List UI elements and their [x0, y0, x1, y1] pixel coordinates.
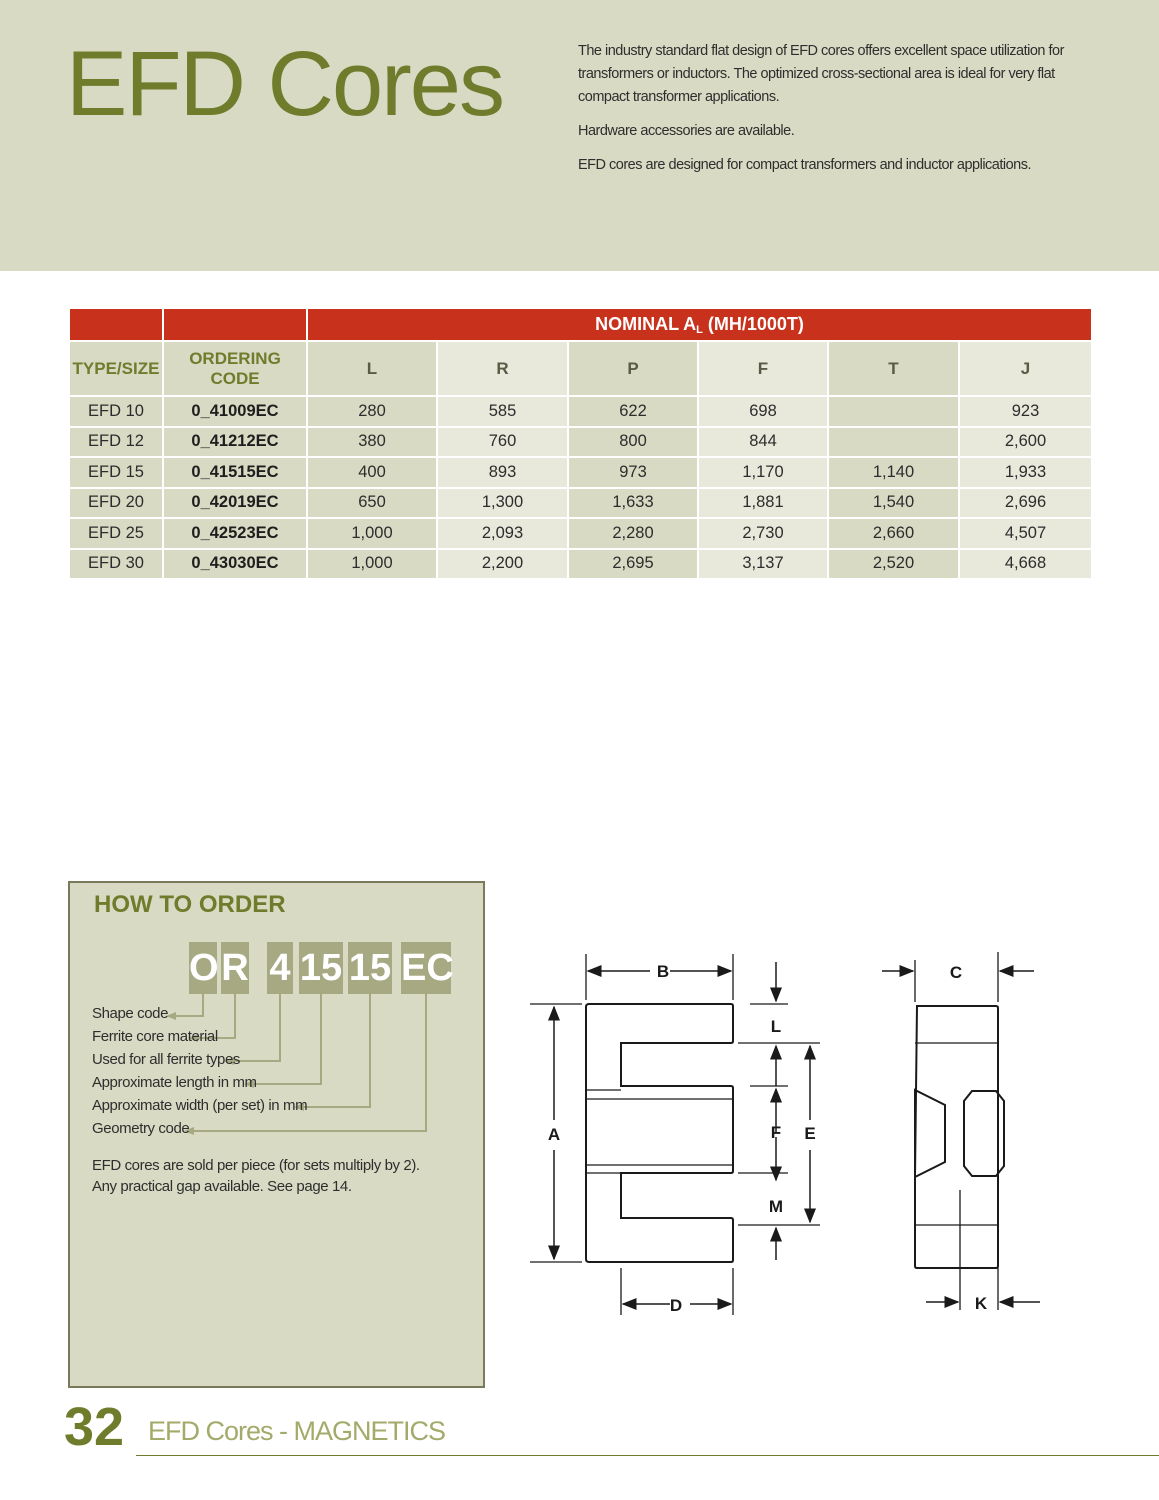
- table-cell: EFD 10: [69, 396, 163, 427]
- table-cell: 0_41212EC: [163, 427, 307, 458]
- dimension-label-k: K: [974, 1294, 988, 1313]
- dimension-label-d: D: [669, 1296, 683, 1315]
- table-cell: 0_42523EC: [163, 518, 307, 549]
- code-part-ferrite-type: 4: [267, 942, 293, 994]
- table-cell: [828, 396, 959, 427]
- column-header-p: P: [568, 341, 698, 396]
- table-row: [69, 427, 1092, 458]
- dimension-label-b: B: [656, 962, 670, 981]
- table-group-header-blank: [163, 308, 307, 341]
- table-cell: 0_41009EC: [163, 396, 307, 427]
- table-cell: 698: [698, 396, 828, 427]
- order-label-length: Approximate length in mm: [92, 1074, 257, 1091]
- table-cell: 0_42019EC: [163, 488, 307, 519]
- table-cell: 893: [437, 457, 568, 488]
- dimension-label-m: M: [768, 1197, 784, 1216]
- table-cell: 923: [959, 396, 1092, 427]
- table-cell: 2,660: [828, 518, 959, 549]
- page-number: 32: [64, 1397, 125, 1457]
- code-part-material: R: [221, 942, 249, 994]
- code-part-shape: O: [189, 942, 217, 994]
- table-row: [69, 457, 1092, 488]
- table-cell: 4,507: [959, 518, 1092, 549]
- group-header-subscript: L: [696, 323, 703, 336]
- page-title: EFD Cores: [66, 33, 503, 135]
- code-part-length: 15: [299, 942, 343, 994]
- how-to-order-title: HOW TO ORDER: [94, 891, 286, 918]
- table-cell: 1,140: [828, 457, 959, 488]
- order-label-geometry: Geometry code: [92, 1120, 190, 1137]
- table-cell: 2,280: [568, 518, 698, 549]
- order-label-ferrite-types: Used for all ferrite types: [92, 1051, 240, 1068]
- intro-text: [578, 40, 1088, 188]
- table-group-header-blank: [69, 308, 163, 341]
- footer-title: EFD Cores - MAGNETICS: [148, 1416, 446, 1446]
- table-cell: 973: [568, 457, 698, 488]
- table-cell: 2,600: [959, 427, 1092, 458]
- table-cell: 1,000: [307, 549, 437, 580]
- table-row: [69, 549, 1092, 580]
- table-cell: EFD 25: [69, 518, 163, 549]
- table-cell: 1,300: [437, 488, 568, 519]
- how-to-order-box: [68, 881, 485, 1388]
- dimension-label-c: C: [949, 963, 963, 982]
- table-cell: 585: [437, 396, 568, 427]
- nominal-al-table: [68, 307, 1093, 580]
- table-cell: 2,730: [698, 518, 828, 549]
- column-header-type-size: TYPE/SIZE: [69, 341, 163, 396]
- table-row: [69, 396, 1092, 427]
- table-cell: EFD 15: [69, 457, 163, 488]
- group-header-label: NOMINAL A: [595, 313, 697, 334]
- column-header-t: T: [828, 341, 959, 396]
- table-cell: 800: [568, 427, 698, 458]
- order-note: [92, 1155, 452, 1197]
- order-label-width: Approximate width (per set) in mm: [92, 1097, 308, 1114]
- intro-paragraph: The industry standard flat design of EFD cores offers excellent space utilization for transformers or inductors. The optimized cross-sectional area is ideal for very flat compact transformer applications.: [578, 43, 1064, 105]
- column-header-ordering-code: ORDERING CODE: [163, 341, 307, 396]
- table-cell: 1,000: [307, 518, 437, 549]
- table-header-row: [69, 341, 1092, 396]
- e-core-front-view: [586, 1004, 733, 1262]
- dimension-label-a: A: [547, 1125, 561, 1144]
- table-cell: 844: [698, 427, 828, 458]
- table-cell: 622: [568, 396, 698, 427]
- table-cell: 0_43030EC: [163, 549, 307, 580]
- table-cell: EFD 30: [69, 549, 163, 580]
- table-cell: 760: [437, 427, 568, 458]
- group-header-unit: (MH/1000T): [702, 313, 804, 334]
- column-header-j: J: [959, 341, 1092, 396]
- dimension-label-l: L: [770, 1017, 782, 1036]
- table-row: [69, 518, 1092, 549]
- code-part-geometry: EC: [401, 942, 451, 994]
- column-header-r: R: [437, 341, 568, 396]
- table-cell: 2,696: [959, 488, 1092, 519]
- intro-paragraph: EFD cores are designed for compact transformers and inductor applications.: [578, 157, 1032, 173]
- table-cell: 2,695: [568, 549, 698, 580]
- column-header-l: L: [307, 341, 437, 396]
- table-cell: 380: [307, 427, 437, 458]
- table-cell: 1,540: [828, 488, 959, 519]
- table-cell: 1,170: [698, 457, 828, 488]
- table-group-header-row: [69, 308, 1092, 341]
- column-header-f: F: [698, 341, 828, 396]
- order-note-line: EFD cores are sold per piece (for sets multiply by 2).: [92, 1157, 420, 1174]
- table-cell: [828, 427, 959, 458]
- core-dimension-diagram: [520, 940, 1060, 1340]
- table-cell: EFD 20: [69, 488, 163, 519]
- table-group-header: [307, 308, 1092, 341]
- dimension-label-e: E: [804, 1124, 816, 1143]
- table-cell: 1,881: [698, 488, 828, 519]
- table-cell: 650: [307, 488, 437, 519]
- table-cell: 0_41515EC: [163, 457, 307, 488]
- order-label-material: Ferrite core material: [92, 1028, 218, 1045]
- table-cell: 3,137: [698, 549, 828, 580]
- table-cell: 280: [307, 396, 437, 427]
- table-cell: 2,520: [828, 549, 959, 580]
- table-cell: 2,200: [437, 549, 568, 580]
- intro-paragraph: Hardware accessories are available.: [578, 123, 795, 139]
- footer-rule: [136, 1455, 1159, 1456]
- table-cell: 4,668: [959, 549, 1092, 580]
- table-cell: EFD 12: [69, 427, 163, 458]
- table-cell: 1,633: [568, 488, 698, 519]
- order-note-line: Any practical gap available. See page 14.: [92, 1178, 352, 1195]
- dimension-label-f: F: [770, 1123, 782, 1142]
- table-row: [69, 488, 1092, 519]
- table-cell: 1,933: [959, 457, 1092, 488]
- table-cell: 2,093: [437, 518, 568, 549]
- code-part-width: 15: [348, 942, 392, 994]
- table-cell: 400: [307, 457, 437, 488]
- order-label-shape-code: Shape code: [92, 1005, 169, 1022]
